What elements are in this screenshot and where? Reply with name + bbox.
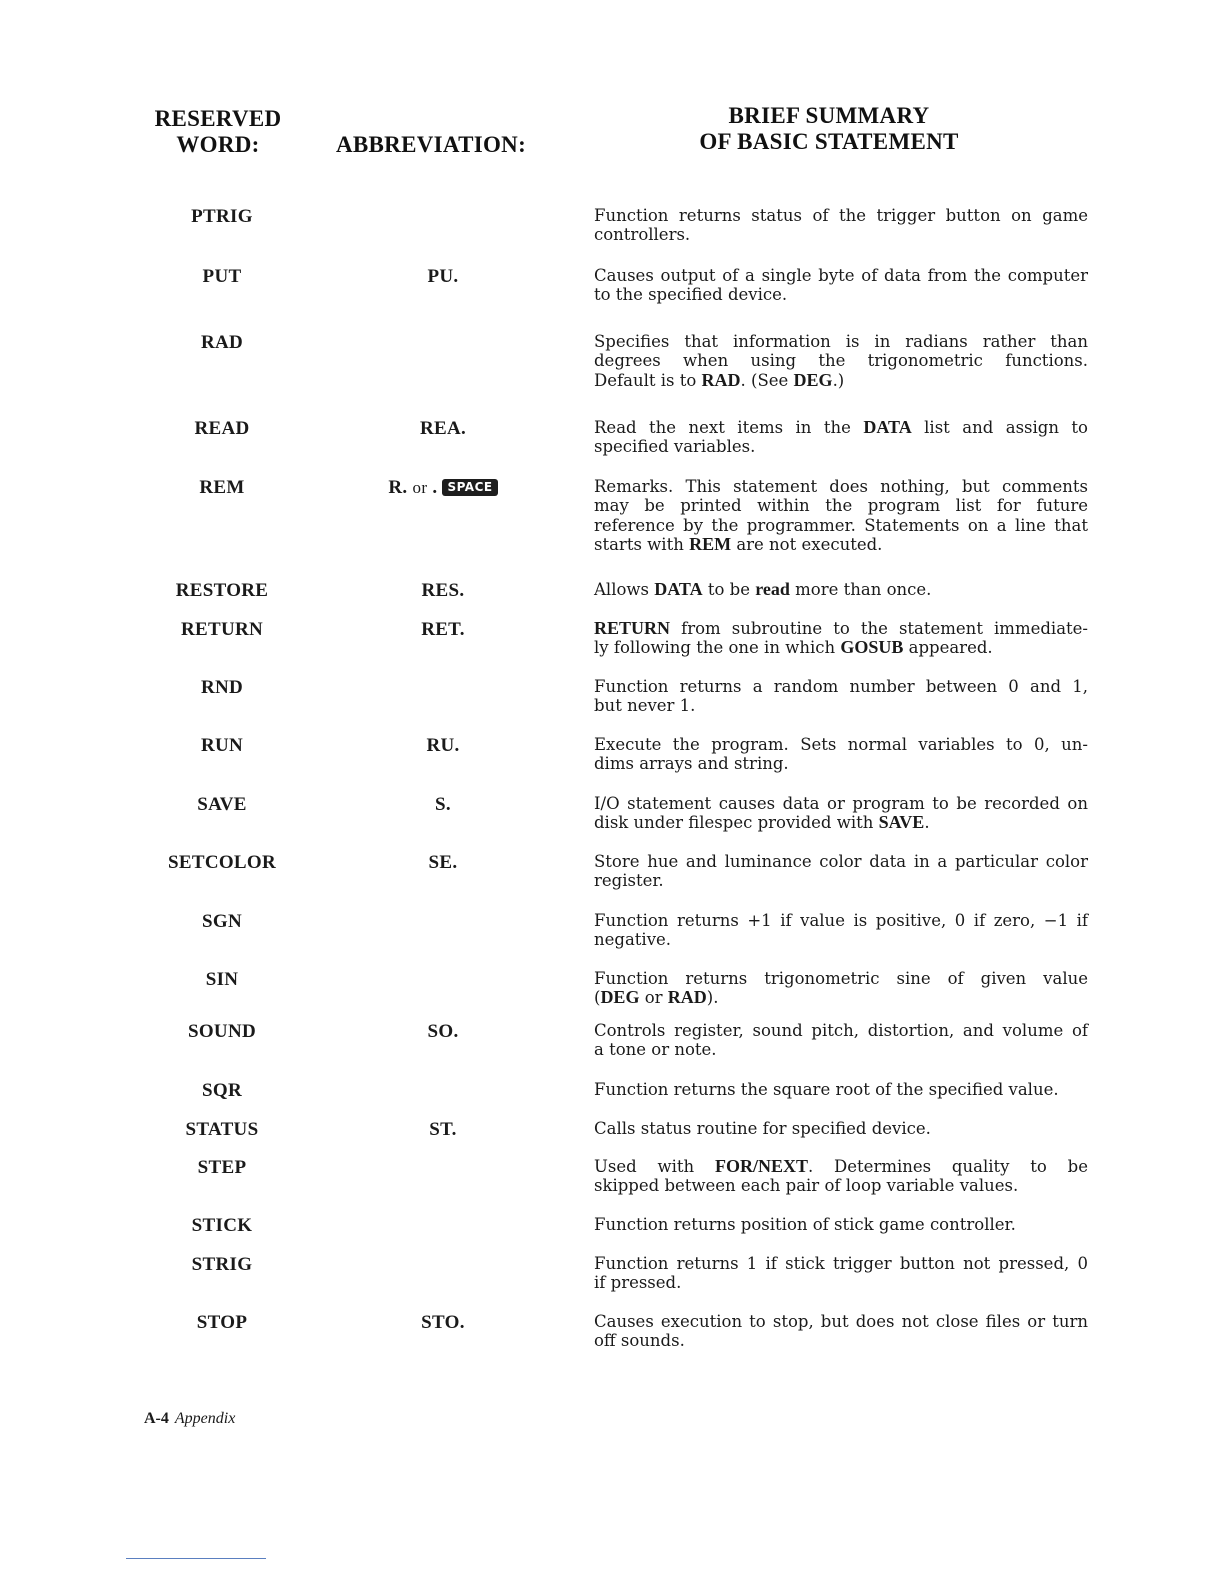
statement-summary [594, 1157, 1088, 1196]
statement-summary [594, 1119, 1088, 1138]
summary-line: degrees when using the trigonometric functions. [594, 351, 1088, 371]
reserved-word: RAD [200, 332, 244, 353]
reserved-word: SOUND [187, 1021, 256, 1042]
statement-summary [594, 735, 1088, 774]
abbr-text: R. [388, 477, 408, 498]
statement-summary [594, 852, 1088, 891]
summary-line: controllers. [594, 225, 691, 245]
reserved-word: SQR [202, 1080, 242, 1101]
summary-line: Calls status routine for specified device. [594, 1119, 931, 1138]
statement-summary [594, 677, 1088, 716]
reserved-word: RESTORE [175, 580, 269, 601]
summary-line: Function returns trigonometric sine of given value [594, 969, 1088, 988]
page-footer [144, 1410, 235, 1428]
summary-line: Read the next items in the DATA list and assign to [594, 417, 1088, 437]
summary-line: Used with FOR/NEXT. Determines quality to be [594, 1156, 1088, 1176]
statement-summary [594, 1312, 1088, 1351]
summary-line: negative. [594, 930, 672, 950]
statement-summary [594, 794, 1088, 833]
footer-section: Appendix [174, 1410, 236, 1427]
header-word-line1: RESERVED [154, 106, 282, 131]
summary-line: Remarks. This statement does nothing, but comments [594, 477, 1088, 496]
abbr-dot: . [432, 477, 438, 498]
header-reserved-word [118, 106, 318, 158]
summary-line: Function returns status of the trigger button on game [594, 206, 1088, 225]
reserved-word: SETCOLOR [168, 852, 276, 873]
summary-line: Function returns 1 if stick trigger button not pressed, 0 [594, 1254, 1088, 1273]
page-number: A-4 [144, 1410, 169, 1427]
abbreviation: SO. [427, 1021, 459, 1042]
reserved-word: STOP [196, 1312, 248, 1333]
reserved-word: RND [200, 677, 244, 698]
reserved-word: STEP [197, 1157, 247, 1178]
reserved-word: SAVE [197, 794, 247, 815]
header-summary-line1: BRIEF SUMMARY [728, 103, 930, 128]
summary-line: Default is to RAD. (See DEG.) [594, 369, 845, 390]
summary-line: disk under filespec provided with SAVE. [594, 812, 930, 833]
summary-line: but never 1. [594, 696, 696, 716]
summary-line: may be printed within the program list for future [594, 496, 1088, 516]
summary-line: dims arrays and string. [594, 754, 789, 774]
statement-summary [594, 911, 1088, 950]
header-abbreviation: ABBREVIATION: [335, 132, 527, 157]
summary-line: (DEG or RAD). [594, 987, 719, 1008]
statement-summary [594, 969, 1088, 1008]
reserved-word: PTRIG [191, 206, 253, 227]
summary-line: Function returns a random number between 0 and 1, [594, 677, 1088, 696]
abbreviation: PU. [427, 266, 459, 287]
abbreviation: RU. [426, 735, 460, 756]
summary-line: I/O statement causes data or program to be recorded on [594, 794, 1088, 813]
summary-line: Store hue and luminance color data in a particular color [594, 852, 1088, 871]
reserved-word: RUN [200, 735, 244, 756]
reserved-word: SGN [202, 911, 242, 932]
bottom-rule [126, 1558, 266, 1559]
header-summary-line2: OF BASIC STATEMENT [699, 129, 959, 154]
abbreviation: RET. [421, 619, 465, 640]
abbreviation: S. [435, 794, 451, 815]
summary-line: off sounds. [594, 1331, 685, 1351]
reserved-word: STATUS [185, 1119, 259, 1140]
reserved-word: SIN [205, 969, 239, 990]
space-key-icon: SPACE [442, 479, 497, 496]
statement-summary [594, 1080, 1088, 1099]
header-word-line2: WORD: [176, 132, 260, 157]
summary-line: Specifies that information is in radians rather than [594, 332, 1088, 351]
abbreviation: ST. [429, 1119, 457, 1140]
statement-summary [594, 206, 1088, 245]
summary-line: Allows DATA to be read more than once. [594, 579, 932, 599]
statement-summary [594, 266, 1088, 305]
statement-summary [594, 477, 1088, 555]
reserved-word: READ [194, 418, 250, 439]
summary-line: if pressed. [594, 1273, 682, 1293]
summary-line: Causes output of a single byte of data from the computer [594, 266, 1088, 285]
summary-line: ly following the one in which GOSUB appeared. [594, 637, 993, 658]
reserved-word: PUT [202, 266, 242, 287]
statement-summary [594, 1021, 1088, 1060]
header-brief-summary [640, 103, 1018, 155]
summary-line: Function returns +1 if value is positive, 0 if zero, −1 if [594, 911, 1088, 930]
reserved-word: REM [199, 477, 245, 498]
summary-line: Execute the program. Sets normal variables to 0, un- [594, 735, 1088, 754]
abbreviation: SE. [428, 852, 458, 873]
statement-summary [594, 619, 1088, 658]
statement-summary [594, 1215, 1088, 1234]
statement-summary [594, 580, 1088, 599]
summary-line: register. [594, 871, 664, 891]
summary-line: RETURN from subroutine to the statement immediate- [594, 618, 1088, 638]
reserved-word: STICK [191, 1215, 253, 1236]
statement-summary [594, 418, 1088, 457]
summary-line: Function returns position of stick game controller. [594, 1215, 1016, 1234]
abbr-or: or [412, 478, 428, 497]
abbreviation: REA. [419, 418, 467, 439]
summary-line: skipped between each pair of loop variable values. [594, 1176, 1019, 1196]
abbreviation [360, 477, 526, 499]
statement-summary [594, 332, 1088, 390]
summary-line: Controls register, sound pitch, distortion, and volume of [594, 1021, 1088, 1040]
summary-line: starts with REM are not executed. [594, 534, 883, 555]
reserved-word: RETURN [180, 619, 264, 640]
summary-line: Causes execution to stop, but does not close files or turn [594, 1312, 1088, 1331]
abbreviation: RES. [421, 580, 465, 601]
summary-line: Function returns the square root of the specified value. [594, 1080, 1059, 1099]
abbreviation: STO. [421, 1312, 465, 1333]
statement-summary [594, 1254, 1088, 1293]
summary-line: reference by the programmer. Statements on a line that [594, 515, 1088, 535]
summary-line: to the specified device. [594, 285, 788, 305]
reserved-word: STRIG [191, 1254, 253, 1275]
summary-line: a tone or note. [594, 1040, 717, 1060]
summary-line: specified variables. [594, 437, 756, 457]
